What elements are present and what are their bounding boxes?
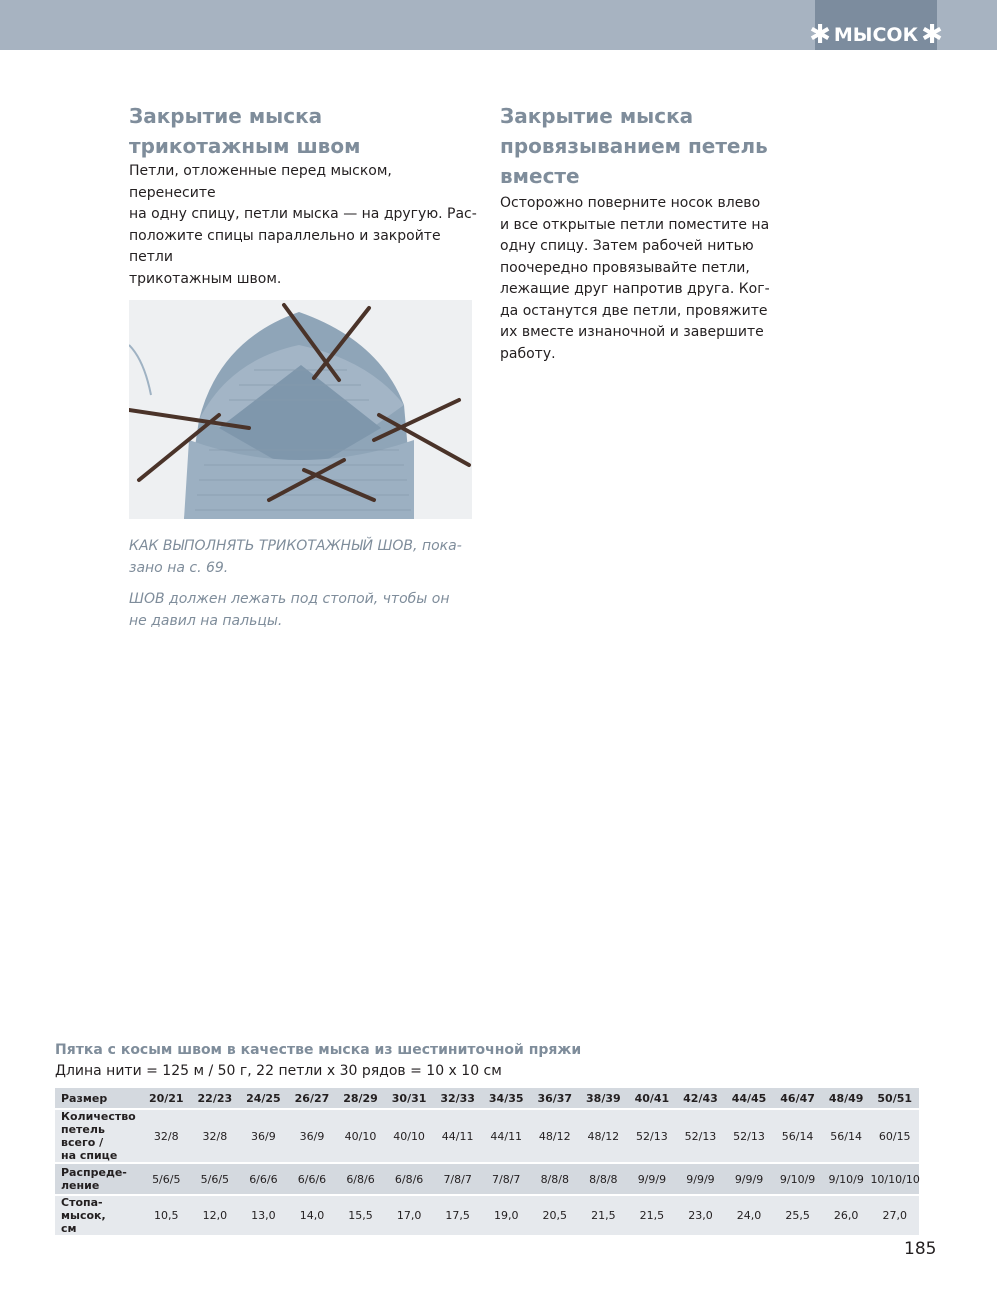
- section-tab: [809, 0, 943, 50]
- table-cell: 17,5: [433, 1195, 482, 1236]
- body-line: Петли, отложенные перед мыском, перенесите: [129, 163, 392, 201]
- body-line: трикотажным швом.: [129, 270, 282, 287]
- table-cell: 7/8/7: [482, 1163, 531, 1195]
- row-label-line: Размер: [61, 1091, 108, 1105]
- size-table: [55, 1088, 919, 1237]
- body-line: Осторожно поверните носок влево: [500, 195, 761, 211]
- table-cell: 36/37: [531, 1088, 580, 1109]
- table-cell: 32/8: [191, 1109, 240, 1163]
- table-subtitle: Длина нити = 125 м / 50 г, 22 петли х 30 рядов = 10 х 10 см: [55, 1063, 502, 1079]
- row-label-line: петель всего /: [61, 1123, 105, 1149]
- table-cell: 48/12: [531, 1109, 580, 1163]
- table-cell: 26/27: [288, 1088, 337, 1109]
- table-cell: 50/51: [870, 1088, 919, 1109]
- table-cell: 13,0: [239, 1195, 288, 1236]
- knitting-photo: [129, 300, 472, 519]
- table-cell: 32/33: [433, 1088, 482, 1109]
- caption-line: не давил на пальцы.: [129, 612, 283, 629]
- table-cell: 9/10/9: [822, 1163, 871, 1195]
- row-label: [55, 1109, 142, 1163]
- row-label-line: Распреде-: [61, 1166, 127, 1179]
- body-line: поочередно провязывайте петли,: [500, 259, 750, 276]
- row-label-line: Количество: [61, 1110, 136, 1123]
- table-cell: 46/47: [773, 1088, 822, 1109]
- left-body: [129, 161, 479, 290]
- table-cell: 26,0: [822, 1195, 871, 1236]
- row-label-line: ление: [61, 1179, 100, 1192]
- table-cell: 48/49: [822, 1088, 871, 1109]
- row-label-line: см: [61, 1222, 77, 1235]
- table-cell: 30/31: [385, 1088, 434, 1109]
- table-cell: 9/9/9: [725, 1163, 774, 1195]
- table-cell: 22/23: [191, 1088, 240, 1109]
- row-label: [55, 1088, 142, 1109]
- table-cell: 5/6/5: [142, 1163, 191, 1195]
- table-cell: 9/10/9: [773, 1163, 822, 1195]
- table-cell: 6/8/6: [336, 1163, 385, 1195]
- body-line: работу.: [500, 345, 556, 362]
- size-table-body: [55, 1088, 919, 1236]
- table-cell: 52/13: [628, 1109, 677, 1163]
- table-cell: 21,5: [579, 1195, 628, 1236]
- table-cell: 5/6/5: [191, 1163, 240, 1195]
- table-cell: 42/43: [676, 1088, 725, 1109]
- table-cell: 52/13: [725, 1109, 774, 1163]
- table-cell: 56/14: [773, 1109, 822, 1163]
- body-line: положите спицы параллельно и закройте петли: [129, 227, 441, 265]
- table-cell: 36/9: [288, 1109, 337, 1163]
- body-line: одну спицу. Затем рабочей нитью: [500, 238, 754, 254]
- table-cell: 44/45: [725, 1088, 774, 1109]
- table-cell: 17,0: [385, 1195, 434, 1236]
- table-cell: 7/8/7: [433, 1163, 482, 1195]
- table-cell: 12,0: [191, 1195, 240, 1236]
- row-label: [55, 1163, 142, 1195]
- body-line: лежащие друг напротив друга. Ког-: [500, 281, 770, 297]
- right-heading-line: вместе: [500, 164, 580, 188]
- table-cell: 19,0: [482, 1195, 531, 1236]
- table-cell: 6/8/6: [385, 1163, 434, 1195]
- left-heading-line: Закрытие мыска: [129, 104, 323, 128]
- left-heading: [129, 101, 474, 161]
- table-cell: 8/8/8: [531, 1163, 580, 1195]
- foot-length-row: [55, 1195, 919, 1236]
- table-cell: 48/12: [579, 1109, 628, 1163]
- row-label-line: на спице: [61, 1149, 118, 1162]
- table-cell: 27,0: [870, 1195, 919, 1236]
- body-line: да останутся две петли, провяжите: [500, 302, 768, 319]
- right-heading-line: Закрытие мыска: [500, 104, 694, 128]
- table-cell: 24/25: [239, 1088, 288, 1109]
- stitch-count-row: [55, 1109, 919, 1163]
- table-cell: 44/11: [482, 1109, 531, 1163]
- table-cell: 6/6/6: [239, 1163, 288, 1195]
- table-cell: 38/39: [579, 1088, 628, 1109]
- caption-1: [129, 536, 474, 579]
- page-number: 185: [904, 1239, 937, 1259]
- table-cell: 9/9/9: [628, 1163, 677, 1195]
- caption-2: [129, 589, 474, 632]
- table-cell: 60/15: [870, 1109, 919, 1163]
- right-body: [500, 193, 800, 365]
- table-cell: 25,5: [773, 1195, 822, 1236]
- row-label-line: Стопа-мысок,: [61, 1196, 106, 1222]
- table-title: Пятка с косым швом в качестве мыска из шестиниточной пряжи: [55, 1042, 582, 1058]
- section-label: МЫСОК: [833, 24, 919, 46]
- table-cell: 20,5: [531, 1195, 580, 1236]
- body-line: их вместе изнаночной и завершите: [500, 324, 764, 340]
- size-row: [55, 1088, 919, 1109]
- table-cell: 40/10: [385, 1109, 434, 1163]
- caption-line: ШОВ должен лежать под стопой, чтобы он: [129, 591, 450, 607]
- table-cell: 56/14: [822, 1109, 871, 1163]
- table-cell: 36/9: [239, 1109, 288, 1163]
- table-cell: 40/10: [336, 1109, 385, 1163]
- table-cell: 32/8: [142, 1109, 191, 1163]
- body-line: на одну спицу, петли мыска — на другую. Рас-: [129, 206, 477, 222]
- table-cell: 23,0: [676, 1195, 725, 1236]
- right-heading: [500, 101, 800, 191]
- left-heading-line: трикотажным швом: [129, 134, 361, 158]
- table-cell: 34/35: [482, 1088, 531, 1109]
- table-cell: 40/41: [628, 1088, 677, 1109]
- table-cell: 10/10/10: [870, 1163, 919, 1195]
- knitted-sock-toe-illustration: [129, 300, 472, 519]
- asterisk-icon: ✱: [921, 20, 943, 50]
- row-label: [55, 1195, 142, 1236]
- table-cell: 20/21: [142, 1088, 191, 1109]
- table-cell: 14,0: [288, 1195, 337, 1236]
- table-cell: 9/9/9: [676, 1163, 725, 1195]
- table-cell: 10,5: [142, 1195, 191, 1236]
- table-cell: 8/8/8: [579, 1163, 628, 1195]
- caption-line: зано на с. 69.: [129, 559, 229, 576]
- table-cell: 6/6/6: [288, 1163, 337, 1195]
- table-cell: 21,5: [628, 1195, 677, 1236]
- table-cell: 15,5: [336, 1195, 385, 1236]
- asterisk-icon: ✱: [809, 20, 831, 50]
- body-line: и все открытые петли поместите на: [500, 216, 770, 233]
- caption-line: КАК ВЫПОЛНЯТЬ ТРИКОТАЖНЫЙ ШОВ, пока-: [129, 538, 462, 554]
- table-cell: 28/29: [336, 1088, 385, 1109]
- right-heading-line: провязыванием петель: [500, 134, 768, 158]
- table-cell: 52/13: [676, 1109, 725, 1163]
- table-cell: 44/11: [433, 1109, 482, 1163]
- distribution-row: [55, 1163, 919, 1195]
- table-cell: 24,0: [725, 1195, 774, 1236]
